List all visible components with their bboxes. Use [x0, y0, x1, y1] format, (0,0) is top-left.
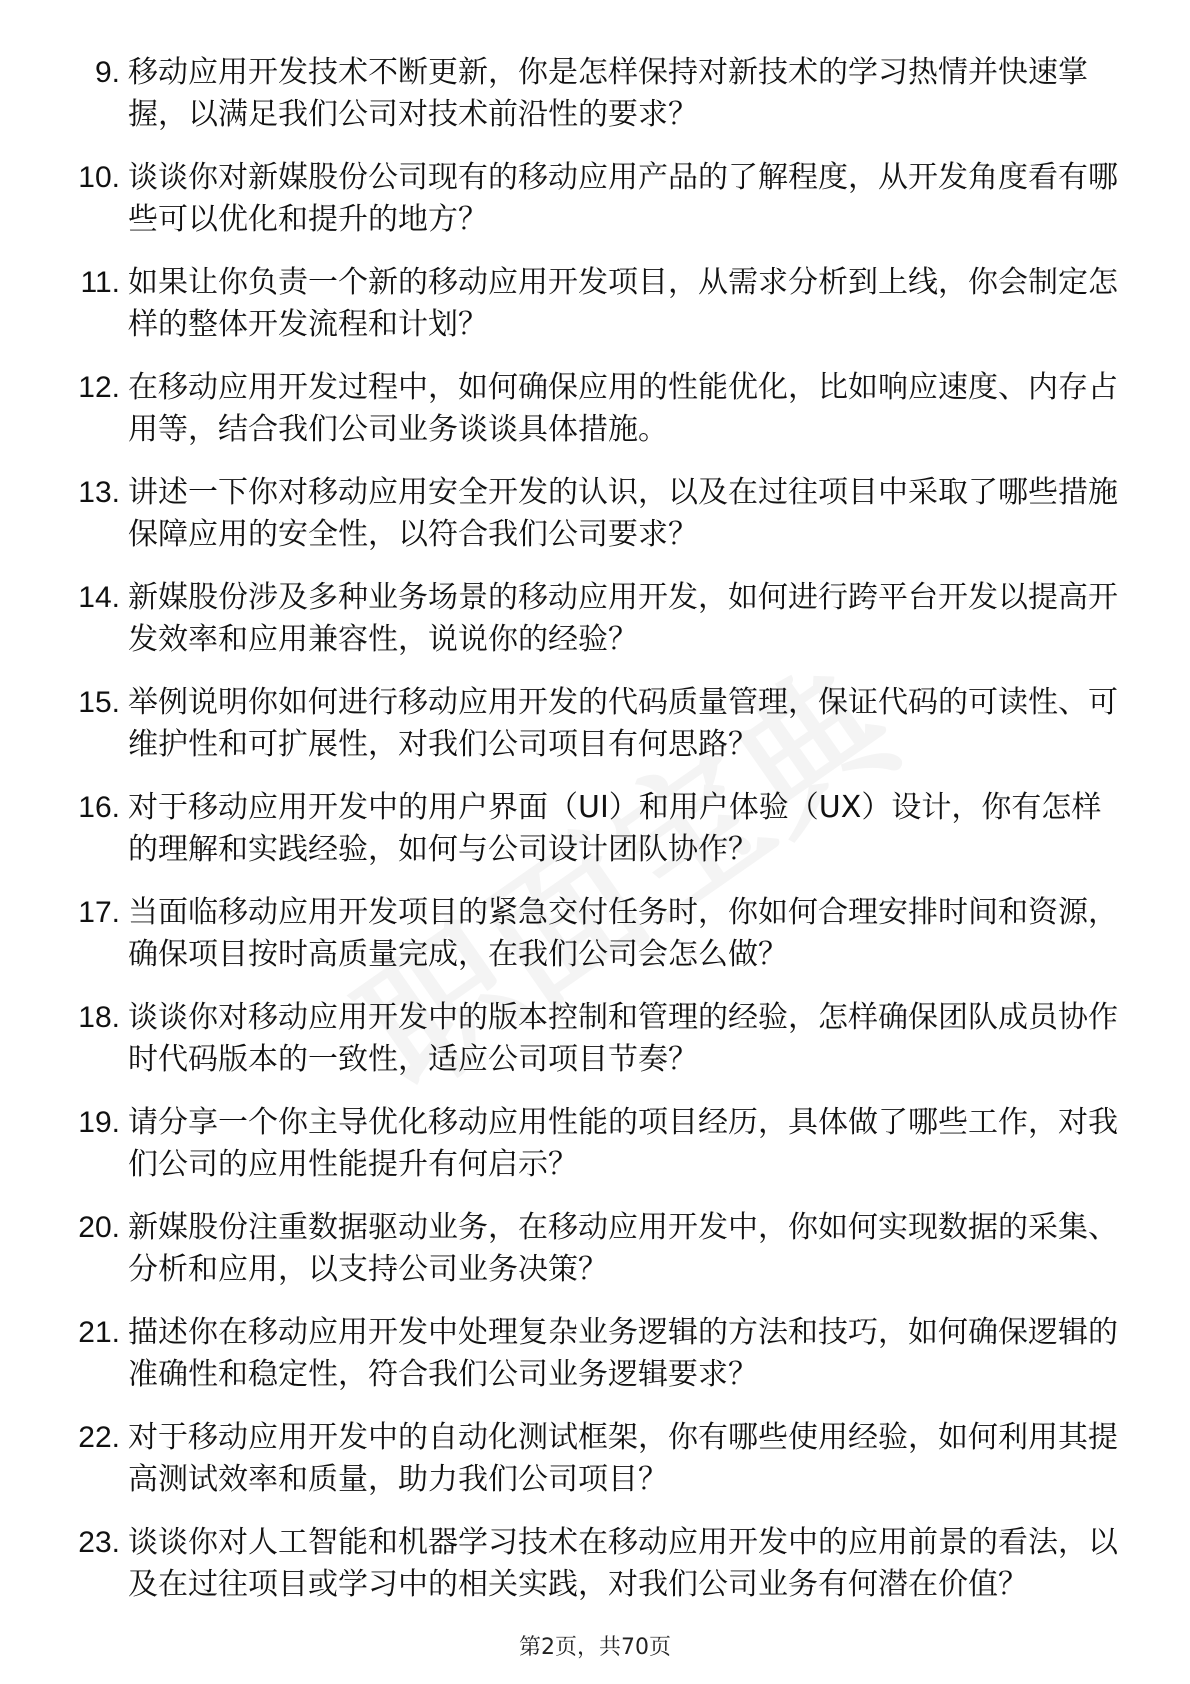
question-text: 新媒股份涉及多种业务场景的移动应用开发，如何进行跨平台开发以提高开发效率和应用兼容性，说说你的经验？	[128, 580, 1118, 657]
question-text: 如果让你负责一个新的移动应用开发项目，从需求分析到上线，你会制定怎样的整体开发流程和计划？	[128, 265, 1118, 342]
question-text: 移动应用开发技术不断更新，你是怎样保持对新技术的学习热情并快速掌握，以满足我们公司对技术前沿性的要求？	[128, 55, 1088, 132]
question-list	[62, 52, 1122, 1669]
question-number: 10.	[78, 161, 120, 194]
page-number-footer: 第2页，共70页	[519, 1635, 671, 1660]
question-number: 12.	[78, 371, 120, 404]
question-text: 举例说明你如何进行移动应用开发的代码质量管理，保证代码的可读性、可维护性和可扩展性，对我们公司项目有何思路？	[128, 685, 1118, 762]
question-text: 谈谈你对新媒股份公司现有的移动应用产品的了解程度，从开发角度看有哪些可以优化和提升的地方？	[128, 160, 1118, 237]
question-text: 对于移动应用开发中的自动化测试框架，你有哪些使用经验，如何利用其提高测试效率和质量，助力我们公司项目？	[128, 1420, 1118, 1497]
list-item	[62, 997, 1122, 1081]
question-number: 21.	[78, 1316, 120, 1349]
list-item	[62, 262, 1122, 346]
question-number: 20.	[78, 1211, 120, 1244]
question-number: 14.	[78, 581, 120, 614]
question-number: 23.	[78, 1526, 120, 1559]
question-text: 谈谈你对人工智能和机器学习技术在移动应用开发中的应用前景的看法，以及在过往项目或学习中的相关实践，对我们公司业务有何潜在价值？	[128, 1525, 1118, 1602]
question-number: 16.	[78, 791, 120, 824]
question-number: 9.	[94, 56, 120, 89]
question-text: 请分享一个你主导优化移动应用性能的项目经历，具体做了哪些工作，对我们公司的应用性能提升有何启示？	[128, 1105, 1118, 1182]
list-item	[62, 787, 1122, 871]
list-item	[62, 367, 1122, 451]
list-item	[62, 1207, 1122, 1291]
question-text: 讲述一下你对移动应用安全开发的认识，以及在过往项目中采取了哪些措施保障应用的安全性，以符合我们公司要求？	[128, 475, 1118, 552]
question-text: 谈谈你对移动应用开发中的版本控制和管理的经验，怎样确保团队成员协作时代码版本的一致性，适应公司项目节奏？	[128, 1000, 1118, 1077]
question-number: 11.	[80, 266, 120, 299]
question-number: 17.	[78, 896, 120, 929]
list-item	[62, 892, 1122, 976]
question-text: 在移动应用开发过程中，如何确保应用的性能优化，比如响应速度、内存占用等，结合我们公司业务谈谈具体措施。	[128, 370, 1118, 447]
list-item	[62, 1102, 1122, 1186]
question-text: 描述你在移动应用开发中处理复杂业务逻辑的方法和技巧，如何确保逻辑的准确性和稳定性，符合我们公司业务逻辑要求？	[128, 1315, 1118, 1392]
list-item	[62, 472, 1122, 556]
question-text: 新媒股份注重数据驱动业务，在移动应用开发中，你如何实现数据的采集、分析和应用，以支持公司业务决策？	[128, 1210, 1118, 1287]
question-number: 19.	[78, 1106, 120, 1139]
question-text: 当面临移动应用开发项目的紧急交付任务时，你如何合理安排时间和资源，确保项目按时高质量完成，在我们公司会怎么做？	[128, 895, 1118, 972]
question-number: 13.	[78, 476, 120, 509]
question-number: 18.	[78, 1001, 120, 1034]
list-item	[62, 157, 1122, 241]
list-item	[62, 52, 1122, 136]
question-text: 对于移动应用开发中的用户界面（UI）和用户体验（UX）设计，你有怎样的理解和实践经验，如何与公司设计团队协作？	[128, 790, 1102, 867]
list-item	[62, 1312, 1122, 1396]
list-item	[62, 1417, 1122, 1501]
question-number: 15.	[78, 686, 120, 719]
list-item	[62, 682, 1122, 766]
question-number: 22.	[78, 1421, 120, 1454]
list-item	[62, 577, 1122, 661]
